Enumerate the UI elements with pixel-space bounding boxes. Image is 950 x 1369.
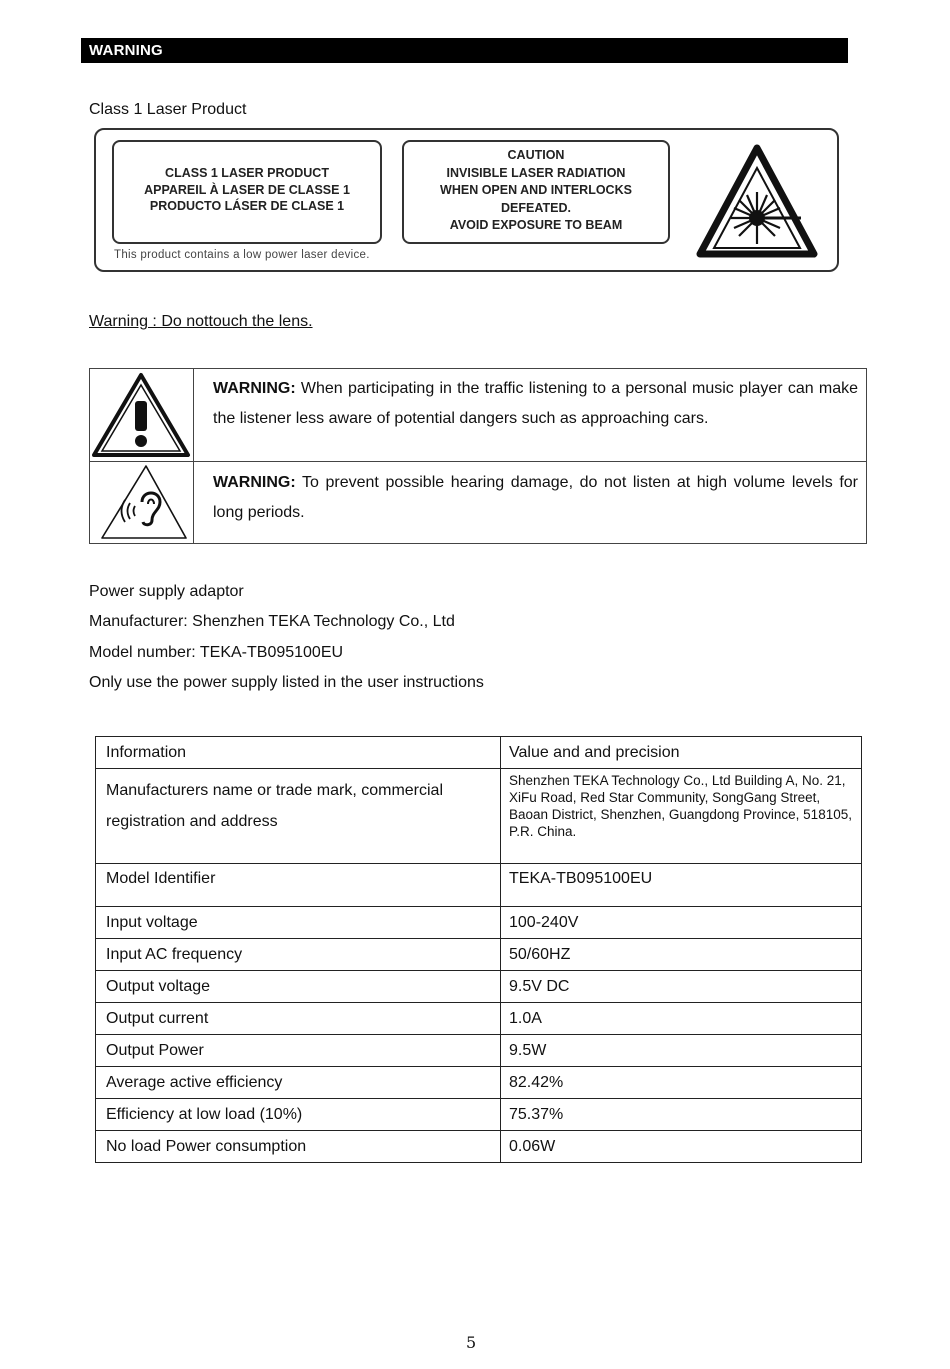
lens-warning: Warning : Do nottouch the lens. (89, 313, 313, 330)
caution-line: WHEN OPEN AND INTERLOCKS (440, 183, 632, 197)
table-cell-label: Efficiency at low load (10%) (96, 1099, 501, 1131)
class-label-line: PRODUCTO LÁSER DE CLASE 1 (149, 199, 345, 213)
laser-class-heading: Class 1 Laser Product (89, 101, 247, 118)
class-label-line: APPAREIL À LASER DE CLASSE 1 (144, 182, 350, 197)
table-cell-value: Shenzhen TEKA Technology Co., Ltd Building A, No. 21, XiFu Road, Red Star Community, SongGang Street, Baoan District, Shenzhen, Guangdong Province, 518105, P.R. China. (501, 769, 862, 864)
table-row (96, 939, 862, 971)
exclamation-triangle-icon (90, 369, 192, 459)
caution-line: CAUTION (507, 148, 565, 162)
table-header-cell: Information (96, 737, 501, 769)
table-cell-value: 1.0A (501, 1003, 862, 1035)
warning-text (213, 374, 858, 434)
table-cell-value: 50/60HZ (501, 939, 862, 971)
class-1-label-box (112, 140, 382, 244)
table-header-row (96, 737, 862, 769)
warning-row (90, 462, 866, 543)
laser-radiation-warning-icon (696, 144, 818, 258)
adaptor-manufacturer: Manufacturer: Shenzhen TEKA Technology Co., Ltd (89, 613, 455, 630)
page-number: 5 (466, 1333, 477, 1352)
table-cell-label: Output Power (96, 1035, 501, 1067)
section-header-bar (81, 38, 848, 63)
adaptor-model: Model number: TEKA-TB095100EU (89, 644, 344, 661)
table-cell-label: Average active efficiency (96, 1067, 501, 1099)
table-row (96, 1035, 862, 1067)
table-row (96, 907, 862, 939)
table-row (96, 769, 862, 864)
warning-icon-cell (90, 369, 194, 461)
caution-line: DEFEATED. (501, 200, 571, 215)
table-cell-value: TEKA-TB095100EU (501, 864, 862, 907)
caution-line: INVISIBLE LASER RADIATION (446, 165, 626, 180)
table-cell-value: 9.5W (501, 1035, 862, 1067)
adaptor-note: Only use the power supply listed in the user instructions (89, 674, 484, 691)
warning-label: WARNING: (213, 380, 296, 397)
hearing-damage-icon (90, 462, 192, 542)
table-cell-label: Output current (96, 1003, 501, 1035)
table-row (96, 971, 862, 1003)
section-title: WARNING (89, 42, 163, 59)
table-cell-label: Input AC frequency (96, 939, 501, 971)
table-cell-label: Output voltage (96, 971, 501, 1003)
table-cell-value: 75.37% (501, 1099, 862, 1131)
table-cell-label: Manufacturers name or trade mark, commercial registration and address (96, 769, 501, 864)
table-row (96, 864, 862, 907)
warning-table (89, 368, 867, 544)
table-row (96, 1003, 862, 1035)
low-power-note: This product contains a low power laser device. (114, 249, 370, 261)
table-cell-value: 0.06W (501, 1131, 862, 1163)
warning-body: To prevent possible hearing damage, do not listen at high volume levels for long periods. (213, 474, 858, 521)
table-cell-value: 9.5V DC (501, 971, 862, 1003)
table-cell-value: 100-240V (501, 907, 862, 939)
table-row (96, 1131, 862, 1163)
laser-product-label (94, 128, 839, 272)
table-row (96, 1067, 862, 1099)
table-cell-label: Model Identifier (96, 864, 501, 907)
warning-body: When participating in the traffic listening to a personal music player can make the listener less aware of potential dangers such as approaching cars. (213, 380, 858, 427)
warning-text (213, 468, 858, 528)
table-cell-value: 82.42% (501, 1067, 862, 1099)
specification-table (95, 736, 862, 1163)
caution-label-box (402, 140, 670, 244)
table-cell-label: No load Power consumption (96, 1131, 501, 1163)
warning-row (90, 369, 866, 462)
adaptor-title: Power supply adaptor (89, 583, 244, 600)
warning-label: WARNING: (213, 474, 296, 491)
class-label-line: CLASS 1 LASER PRODUCT (165, 166, 329, 180)
warning-icon-cell (90, 462, 194, 543)
table-header-cell: Value and and precision (501, 737, 862, 769)
table-row (96, 1099, 862, 1131)
caution-line: AVOID EXPOSURE TO BEAM (449, 218, 623, 232)
table-cell-label: Input voltage (96, 907, 501, 939)
